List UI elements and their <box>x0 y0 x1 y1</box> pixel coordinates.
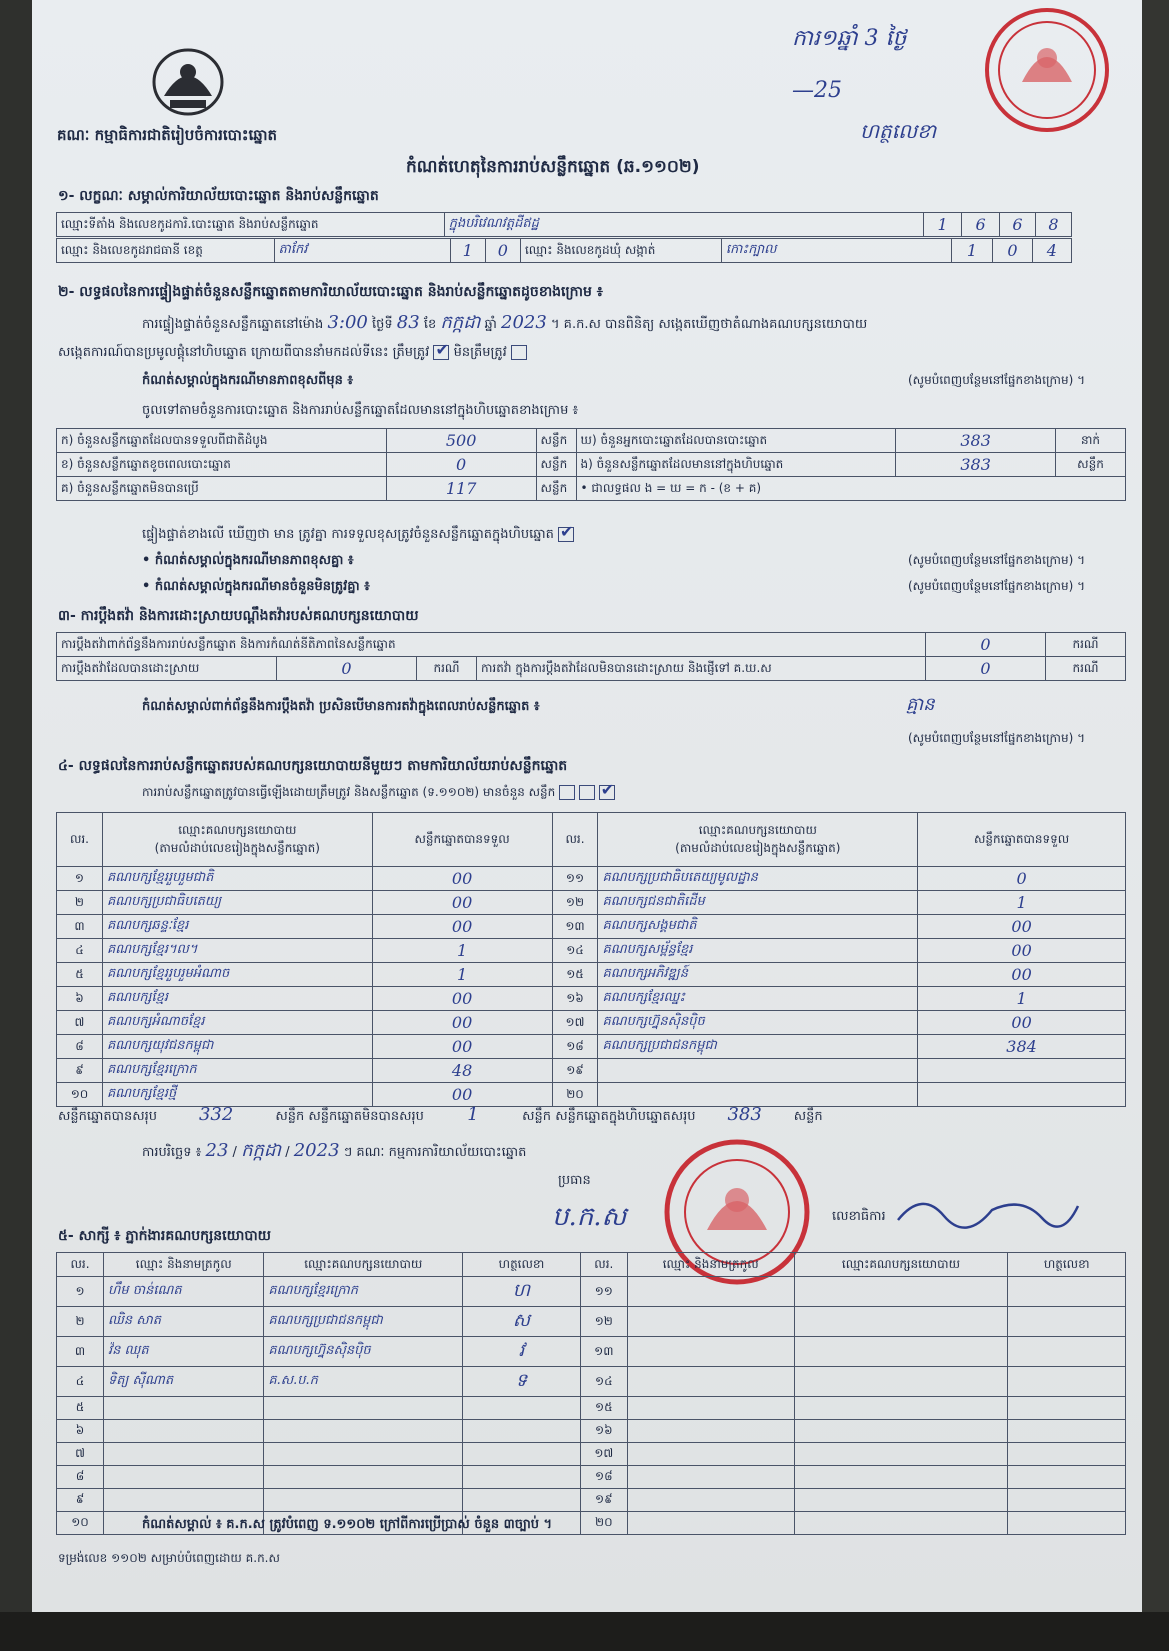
party-number: ១៩ <box>552 1059 598 1083</box>
incorrect-label: មិនត្រឹមត្រូវ <box>453 345 507 360</box>
witness-signature <box>1008 1466 1126 1489</box>
unresolved-value: 0 <box>926 657 1046 681</box>
witness-party: គណបក្សហ្វ៊ុនស៊ិនប៉ិច <box>264 1337 463 1367</box>
totals-line <box>58 1104 1128 1127</box>
witness-signature <box>1008 1367 1126 1397</box>
party-number: ១៣ <box>552 915 598 939</box>
formula-label: • ជាលទ្ធផល ង = ឃ = ក - (ខ + គ) <box>576 477 1125 501</box>
section4-heading: ៤- លទ្ធផលនៃការរាប់សន្លឹកឆ្នោតរបស់គណបក្សនយោបាយនីមួយៗ តាមការិយាល័យរាប់សន្លឹកឆ្នោត <box>58 758 568 774</box>
match-checkbox[interactable] <box>558 527 574 542</box>
party-votes: 1 <box>372 963 552 987</box>
total-invalid-label: សន្លឹកឆ្នោតមិនបានសរុប <box>308 1109 424 1124</box>
verification-year-label: ឆ្នាំ <box>484 317 497 332</box>
col-no-header: លរ. <box>580 1253 627 1277</box>
witness-number: ៩ <box>57 1489 104 1512</box>
party-number: ១៥ <box>552 963 598 987</box>
witness-name <box>104 1443 264 1466</box>
party-votes: 1 <box>918 987 1126 1011</box>
org-name: គណៈ កម្មាធិការជាតិរៀបចំការបោះឆ្នោត <box>57 126 278 144</box>
party-name: គណបក្សខ្មែរក្រោក <box>102 1059 372 1083</box>
party-name: គណបក្សយុវជនកម្ពុជា <box>102 1035 372 1059</box>
section4-subline <box>142 784 615 802</box>
unit-label: សន្លឹក <box>536 477 576 501</box>
witness-party <box>794 1337 1008 1367</box>
witness-party <box>264 1489 463 1512</box>
section2-note-label: កំណត់សម្គាល់ក្នុងករណីមានភាពខុសពីមុន ៖ <box>142 373 354 388</box>
witness-name: វ៉ន ឈុត <box>104 1337 264 1367</box>
witness-party <box>794 1466 1008 1489</box>
chair-signature: ប.ក.ស <box>552 1202 627 1232</box>
unit-label: សន្លឹក <box>275 1109 305 1124</box>
witness-number: ២០ <box>580 1512 627 1535</box>
province-value: តាកែវ <box>274 239 450 263</box>
party-number: ១០ <box>57 1083 103 1107</box>
witness-name <box>627 1420 794 1443</box>
witness-name <box>104 1466 264 1489</box>
table-row <box>57 1489 1126 1512</box>
party-number: ៧ <box>57 1011 103 1035</box>
witness-name <box>627 1397 794 1420</box>
witness-name <box>627 1337 794 1367</box>
witness-signature <box>463 1466 581 1489</box>
table-row <box>57 1011 1126 1035</box>
copies-checkbox[interactable] <box>579 785 595 800</box>
party-number: ១៤ <box>552 939 598 963</box>
witness-name <box>104 1420 264 1443</box>
witness-signature <box>1008 1337 1126 1367</box>
party-number: ១ <box>57 867 103 891</box>
section3-hint: (សូមបំពេញបន្ថែមនៅផ្នែកខាងក្រោម) ។ <box>908 731 1086 745</box>
party-name: គណបក្សអំណាចខ្មែរ <box>102 1011 372 1035</box>
col-party-header: ឈ្មោះគណបក្សនយោបាយ (តាមលំដាប់លេខរៀងក្នុងសន្លឹកឆ្នោត) <box>102 813 372 867</box>
party-name <box>598 1083 918 1107</box>
party-name: គណបក្សខ្មែររួបរួមអំណាច <box>102 963 372 987</box>
witness-number: ១២ <box>580 1307 627 1337</box>
witness-number: ១៧ <box>580 1443 627 1466</box>
party-number: ៥ <box>57 963 103 987</box>
unit-label: សន្លឹក <box>522 1109 552 1124</box>
party-number: ១៦ <box>552 987 598 1011</box>
witness-number: ១៣ <box>580 1337 627 1367</box>
witness-name <box>104 1489 264 1512</box>
background-left <box>0 0 32 1651</box>
party-votes: 1 <box>918 891 1126 915</box>
party-number: ៤ <box>57 939 103 963</box>
witness-party: គណបក្សប្រជាជនកម្ពុជា <box>264 1307 463 1337</box>
verification-month-label: ខែ <box>423 317 437 332</box>
table-row <box>57 1277 1126 1307</box>
unresolved-label: ការតវ៉ា ក្នុងការប្តឹងតវ៉ាដែលមិនបានដោះស្រាយ និងផ្ញើទៅ គ.ឃ.ស <box>477 657 926 681</box>
witness-name <box>627 1277 794 1307</box>
witness-number: ២ <box>57 1307 104 1337</box>
witness-number: ១០ <box>57 1512 104 1535</box>
witness-number: ១ <box>57 1277 104 1307</box>
section4-subline-text: ការរាប់សន្លឹកឆ្នោតត្រូវបានធ្វើឡើងដោយត្រឹមត្រូវ និងសន្លឹកឆ្នោត (ទ.១១០២) មានចំនួន សន្លឹក <box>142 785 556 799</box>
ballot-row-a <box>57 429 1126 453</box>
table-row <box>57 1083 1126 1107</box>
witness-signature: ហ <box>463 1277 581 1307</box>
party-votes: 384 <box>918 1035 1126 1059</box>
party-name: គណបក្សខ្មែរថ្មី <box>102 1083 372 1107</box>
witness-party <box>264 1466 463 1489</box>
col-no-header: លរ. <box>552 813 598 867</box>
witness-signature <box>463 1443 581 1466</box>
table-row <box>57 987 1126 1011</box>
verification-line-2 <box>58 344 527 363</box>
location-label: ឈ្មោះទីតាំង និងលេខកូដការិ.បោះឆ្នោត និងរាប់សន្លឹកឆ្នោត <box>57 213 445 237</box>
witness-name <box>627 1466 794 1489</box>
location-value: ក្នុងបរិវេណវត្តដីឥដ្ឋ <box>444 213 923 237</box>
commune-code-digit: 1 <box>951 239 992 263</box>
witness-name: ទិត្យ ស៊ីណាត <box>104 1367 264 1397</box>
party-name: គណបក្សខ្មែររួបរួមជាតិ <box>102 867 372 891</box>
unit-label: សន្លឹក <box>536 429 576 453</box>
party-number: ១៨ <box>552 1035 598 1059</box>
bullet-note-2-hint: (សូមបំពេញបន្ថែមនៅផ្នែកខាងក្រោម) ។ <box>908 579 1086 593</box>
commune-label: ឈ្មោះ និងលេខកូដឃុំ សង្កាត់ <box>520 239 721 263</box>
unit-label: សន្លឹក <box>1056 453 1126 477</box>
handwritten-note-1: ការ១ឆ្នាំ 3 ថ្ងៃ <box>792 26 907 51</box>
col-no-header: លរ. <box>57 1253 104 1277</box>
witness-signature <box>463 1420 581 1443</box>
col-votes-header: សន្លឹកឆ្នោតបានទទួល <box>372 813 552 867</box>
unit-label: នាក់ <box>1056 429 1126 453</box>
section2-intro: ចូលទៅតាមចំនួនការបោះឆ្នោត និងការរាប់សន្លឹកឆ្នោតដែលមាននៅក្នុងហិបឆ្នោតខាងក្រោម ៖ <box>142 403 579 418</box>
party-votes: 00 <box>918 915 1126 939</box>
party-votes: 1 <box>372 939 552 963</box>
table-row <box>57 891 1126 915</box>
witness-number: ៣ <box>57 1337 104 1367</box>
witness-party <box>794 1443 1008 1466</box>
party-name: គណបក្សប្រជាធិបតេយ្យមូលដ្ឋាន <box>598 867 918 891</box>
chair-label: ប្រធាន <box>558 1173 591 1188</box>
witness-signature <box>1008 1397 1126 1420</box>
section3-heading: ៣- ការប្តឹងតវ៉ា និងការដោះស្រាយបណ្តឹងតវ៉ារបស់គណបក្សនយោបាយ <box>58 608 419 624</box>
col-votes-header: សន្លឹកឆ្នោតបានទទួល <box>918 813 1126 867</box>
witness-number: ១៦ <box>580 1420 627 1443</box>
witness-name: ឈិន សាត <box>104 1307 264 1337</box>
party-votes: 00 <box>372 867 552 891</box>
section2-heading: ២- លទ្ធផលនៃការផ្ទៀងផ្ទាត់ចំនួនសន្លឹកឆ្នោតតាមការិយាល័យបោះឆ្នោត និងរាប់សន្លឹកឆ្នោតដូចខាងក្រោម ៖ <box>58 284 603 300</box>
witness-signature: ស <box>463 1307 581 1337</box>
witness-party <box>794 1512 1008 1535</box>
witness-number: ១១ <box>580 1277 627 1307</box>
incorrect-checkbox[interactable] <box>511 345 527 360</box>
party-number: ៦ <box>57 987 103 1011</box>
col-sign-header: ហត្ថលេខា <box>463 1253 581 1277</box>
party-number: ១១ <box>552 867 598 891</box>
location-code-digit: 6 <box>1000 213 1036 237</box>
party-name: គណបក្សជនជាតិដើម <box>598 891 918 915</box>
table-row <box>57 1443 1126 1466</box>
witness-signature: ទ <box>463 1367 581 1397</box>
witness-party: គ.ស.ប.ក <box>264 1367 463 1397</box>
witness-party <box>264 1397 463 1420</box>
col-party-header: ឈ្មោះគណបក្សនយោបាយ <box>794 1253 1008 1277</box>
table-row <box>57 867 1126 891</box>
form-footer: ទម្រង់លេខ ១១០២ សម្រាប់បំពេញដោយ គ.ក.ស <box>58 1551 280 1565</box>
verification-observation: ។ គ.ក.ស បានពិនិត្យ សង្កេតឃើញថាតំណាងគណបក្សនយោបាយ <box>550 317 868 332</box>
party-votes: 00 <box>918 1011 1126 1035</box>
province-label: ឈ្មោះ និងលេខកូដរាជធានី ខេត្ត <box>57 239 275 263</box>
voters-value: 383 <box>896 429 1056 453</box>
col-name-header: ឈ្មោះ និងនាមត្រកូល <box>104 1253 264 1277</box>
verification-time: 3:00 <box>327 312 368 333</box>
party-name <box>598 1059 918 1083</box>
party-name: គណបក្សប្រជាធិបតេយ្យ <box>102 891 372 915</box>
party-votes: 00 <box>918 939 1126 963</box>
witness-name <box>104 1397 264 1420</box>
results-table <box>56 812 1126 1107</box>
party-number: ១៧ <box>552 1011 598 1035</box>
witness-party <box>794 1307 1008 1337</box>
party-name: គណបក្សខ្មែរឈ្នះ <box>598 987 918 1011</box>
table-row <box>57 939 1126 963</box>
party-name: គណបក្សអភិវឌ្ឍន៍ <box>598 963 918 987</box>
party-number: ២ <box>57 891 103 915</box>
total-box-label: សន្លឹកឆ្នោតក្នុងហិបឆ្នោតសរុប <box>555 1109 696 1124</box>
party-votes: 48 <box>372 1059 552 1083</box>
committee-label: ៗ គណៈ កម្មការការិយាល័យបោះឆ្នោត <box>343 1145 527 1160</box>
complaints-table <box>56 632 1126 681</box>
witness-name <box>627 1489 794 1512</box>
party-name: គណបក្សខ្មែរ <box>102 987 372 1011</box>
province-code-digit: 0 <box>485 239 520 263</box>
total-box-value: 383 <box>727 1104 762 1125</box>
witness-party <box>794 1489 1008 1512</box>
spoiled-ballots-value: 0 <box>386 453 536 477</box>
table-row <box>57 963 1126 987</box>
party-name: គណបក្សខ្មែរ។ល។ <box>102 939 372 963</box>
copies-checkbox[interactable] <box>599 785 615 800</box>
table-row <box>57 1337 1126 1367</box>
col-name-header: ឈ្មោះ និងនាមត្រកូល <box>627 1253 794 1277</box>
party-number: ៩ <box>57 1059 103 1083</box>
witness-number: ១៥ <box>580 1397 627 1420</box>
table-row <box>57 1307 1126 1337</box>
complaints-note-value: គ្មាន <box>906 694 935 715</box>
table-row <box>57 1059 1126 1083</box>
verification-line <box>142 310 867 337</box>
secretary-signature <box>892 1186 1082 1236</box>
copies-checkbox[interactable] <box>559 785 575 800</box>
section5-heading: ៥- សាក្សី ៖ ភ្នាក់ងារគណបក្សនយោបាយ <box>58 1228 272 1244</box>
witness-party <box>794 1397 1008 1420</box>
unit-label: សន្លឹក <box>536 453 576 477</box>
spoiled-ballots-label: ខ) ចំនួនសន្លឹកឆ្នោតខូចពេលបោះឆ្នោត <box>57 453 387 477</box>
total-valid-label: សន្លឹកឆ្នោតបានសរុប <box>58 1109 158 1124</box>
unit-label: ករណី <box>1046 633 1126 657</box>
official-stamp-top <box>982 2 1112 140</box>
secretary-label: លេខាធិការ <box>832 1209 886 1224</box>
complaints-value: 0 <box>926 633 1046 657</box>
section1-heading: ១- លក្ខណៈ សម្គាល់ការិយាល័យបោះឆ្នោត និងរាប់សន្លឹកឆ្នោត <box>58 188 379 204</box>
bullet-note-1: • កំណត់សម្គាល់ក្នុងករណីមានភាពខុសគ្នា ៖ <box>142 553 354 568</box>
form-title: កំណត់ហេតុនៃការរាប់សន្លឹកឆ្នោត (ឆ.១១០២) <box>406 157 700 177</box>
check-line <box>142 526 574 545</box>
voters-label: ឃ) ចំនួនអ្នកបោះឆ្នោតដែលបានបោះឆ្នោត <box>576 429 896 453</box>
verification-day-label: ថ្ងៃទី <box>372 317 393 332</box>
box-ballots-label: ង) ចំនួនសន្លឹកឆ្នោតដែលមាននៅក្នុងហិបឆ្នោត <box>576 453 896 477</box>
col-party-header: ឈ្មោះគណបក្សនយោបាយ (តាមលំដាប់លេខរៀងក្នុងសន្លឹកឆ្នោត) <box>598 813 918 867</box>
witness-signature <box>463 1397 581 1420</box>
party-votes: 00 <box>372 1035 552 1059</box>
handwritten-note-2: —25 <box>792 78 842 103</box>
witness-signature <box>1008 1307 1126 1337</box>
party-number: ១២ <box>552 891 598 915</box>
table-row <box>57 1466 1126 1489</box>
party-votes <box>918 1059 1126 1083</box>
party-number: ៨ <box>57 1035 103 1059</box>
party-number: ២០ <box>552 1083 598 1107</box>
witness-table <box>56 1252 1126 1535</box>
party-name: គណបក្សសម្ព័ន្ធខ្មែរ <box>598 939 918 963</box>
witness-name: ហឹម ចាន់ណេត <box>104 1277 264 1307</box>
resolved-value: 0 <box>277 657 417 681</box>
ballots-received-label: ក) ចំនួនសន្លឹកឆ្នោតដែលបានទទួលពីជាតិដំបូង <box>57 429 387 453</box>
complaints-label: ការប្តឹងតវ៉ាពាក់ព័ន្ធនឹងការរាប់សន្លឹកឆ្នោត និងការកំណត់នីតិភាពនៃសន្លឹកឆ្នោត <box>57 633 926 657</box>
witness-number: ៤ <box>57 1367 104 1397</box>
footer-note: កំណត់សម្គាល់ ៖ គ.ក.ស ត្រូវបំពេញ ទ.១១០២ ក្រៅពីការប្រើប្រាស់ ចំនួន ៣ច្បាប់ ។ <box>142 1517 553 1532</box>
witness-signature <box>1008 1489 1126 1512</box>
section2-note-hint: (សូមបំពេញបន្ថែមនៅផ្នែកខាងក្រោម) ។ <box>908 373 1086 387</box>
background-right <box>1142 0 1169 1651</box>
col-party-header: ឈ្មោះគណបក្សនយោបាយ <box>264 1253 463 1277</box>
party-name: គណបក្សប្រជាជនកម្ពុជា <box>598 1035 918 1059</box>
witness-party <box>264 1443 463 1466</box>
party-votes: 00 <box>372 987 552 1011</box>
party-votes: 00 <box>372 915 552 939</box>
party-name: គណបក្សហ្វ៊ុនស៊ិនប៉ិច <box>598 1011 918 1035</box>
witness-signature <box>463 1489 581 1512</box>
verification-month: កក្កដា <box>440 312 481 333</box>
table-row <box>57 1397 1126 1420</box>
witness-number: ៧ <box>57 1443 104 1466</box>
complaints-note: កំណត់សម្គាល់ពាក់ព័ន្ធនឹងការប្តឹងតវ៉ា ប្រសិនបើមានការតវ៉ាក្នុងពេលរាប់សន្លឹកឆ្នោត ៖ <box>142 699 540 714</box>
date-month: កក្កដា <box>241 1140 282 1161</box>
witness-party <box>794 1367 1008 1397</box>
witness-number: ៥ <box>57 1397 104 1420</box>
witness-party: គណបក្សខ្មែរក្រោក <box>264 1277 463 1307</box>
table-row <box>57 1420 1126 1443</box>
party-name: គណបក្សសង្គមជាតិ <box>598 915 918 939</box>
date-label: ការបរិច្ឆេទ ៖ <box>142 1145 202 1160</box>
date-year: 2023 <box>293 1140 340 1161</box>
unit-label: សន្លឹក <box>793 1109 823 1124</box>
background-bottom <box>0 1612 1169 1651</box>
table-row <box>57 1367 1126 1397</box>
witness-number: ១៩ <box>580 1489 627 1512</box>
witness-name <box>627 1367 794 1397</box>
unused-ballots-value: 117 <box>386 477 536 501</box>
emblem-logo <box>150 46 226 118</box>
ballot-row-b <box>57 453 1126 477</box>
witness-name <box>627 1443 794 1466</box>
box-ballots-value: 383 <box>896 453 1056 477</box>
witness-number: ៦ <box>57 1420 104 1443</box>
section1-table <box>56 212 1072 237</box>
witness-signature <box>1008 1420 1126 1443</box>
unit-label: ករណី <box>417 657 477 681</box>
ballot-row-c <box>57 477 1126 501</box>
witness-signature <box>1008 1512 1126 1535</box>
table-row <box>57 1035 1126 1059</box>
col-sign-header: ហត្ថលេខា <box>1008 1253 1126 1277</box>
commune-code-digit: 4 <box>1032 239 1071 263</box>
location-code-digit: 1 <box>924 213 962 237</box>
witness-number: ៨ <box>57 1466 104 1489</box>
verification-day: 83 <box>396 312 420 333</box>
bullet-note-2: • កំណត់សម្គាល់ក្នុងករណីមានចំនួនមិនត្រូវគ្នា ៖ <box>142 579 370 594</box>
verification-statement: សង្កេតការណ៍បានប្រមូលផ្ដុំនៅហិបឆ្នោត ក្រោយពីបាននាំមកដល់ទីនេះ ត្រឹមត្រូវ <box>58 345 430 360</box>
verification-year: 2023 <box>501 312 547 333</box>
party-votes: 0 <box>918 867 1126 891</box>
location-code-digit: 6 <box>962 213 1000 237</box>
form-sheet <box>32 0 1142 1612</box>
check-line-text: ផ្ទៀងផ្ទាត់ខាងលើ ឃើញថា មាន ត្រូវគ្នា ការទទួលខុសត្រូវចំនួនសន្លឹកឆ្នោតក្នុងហិបឆ្នោត <box>142 527 554 542</box>
correct-checkbox[interactable] <box>433 345 449 360</box>
bullet-note-1-hint: (សូមបំពេញបន្ថែមនៅផ្នែកខាងក្រោម) ។ <box>908 553 1086 567</box>
witness-party <box>794 1420 1008 1443</box>
party-name: គណបក្សឆន្ទៈខ្មែរ <box>102 915 372 939</box>
verification-time-label: ការផ្ទៀងផ្ទាត់ចំនួនសន្លឹកឆ្នោតនៅម៉ោង <box>142 317 324 332</box>
total-valid-value: 332 <box>198 1104 234 1125</box>
date-line: ការបរិច្ឆេទ ៖ 23 / កក្កដា / 2023 ៗ គណៈ កម្មការការិយាល័យបោះឆ្នោត <box>142 1140 527 1161</box>
commune-code-digit: 0 <box>993 239 1032 263</box>
party-votes <box>918 1083 1126 1107</box>
witness-number: ១៤ <box>580 1367 627 1397</box>
witness-party <box>794 1277 1008 1307</box>
ballot-count-table <box>56 428 1126 501</box>
party-votes: 00 <box>372 1011 552 1035</box>
table-row <box>57 915 1126 939</box>
province-code-digit: 1 <box>450 239 485 263</box>
witness-signature <box>1008 1443 1126 1466</box>
unit-label: ករណី <box>1046 657 1126 681</box>
total-invalid-value: 1 <box>467 1104 479 1125</box>
unused-ballots-label: គ) ចំនួនសន្លឹកឆ្នោតមិនបានប្រើ <box>57 477 387 501</box>
witness-signature <box>1008 1277 1126 1307</box>
ballots-received-value: 500 <box>386 429 536 453</box>
witness-signature: វ <box>463 1337 581 1367</box>
party-votes: 00 <box>372 1083 552 1107</box>
commune-value: កោះក្បាល <box>721 239 951 263</box>
handwritten-note-3: ហត្ថលេខា <box>860 119 937 143</box>
col-no-header: លរ. <box>57 813 103 867</box>
witness-name <box>627 1307 794 1337</box>
party-votes: 00 <box>918 963 1126 987</box>
witness-number: ១៨ <box>580 1466 627 1489</box>
location-code-digit: 8 <box>1035 213 1071 237</box>
witness-party <box>264 1420 463 1443</box>
date-day: 23 <box>205 1140 229 1161</box>
resolved-label: ការប្តឹងតវ៉ាដែលបានដោះស្រាយ <box>57 657 277 681</box>
witness-name <box>627 1512 794 1535</box>
party-number: ៣ <box>57 915 103 939</box>
party-votes: 00 <box>372 891 552 915</box>
section1-table-row2 <box>56 238 1072 263</box>
